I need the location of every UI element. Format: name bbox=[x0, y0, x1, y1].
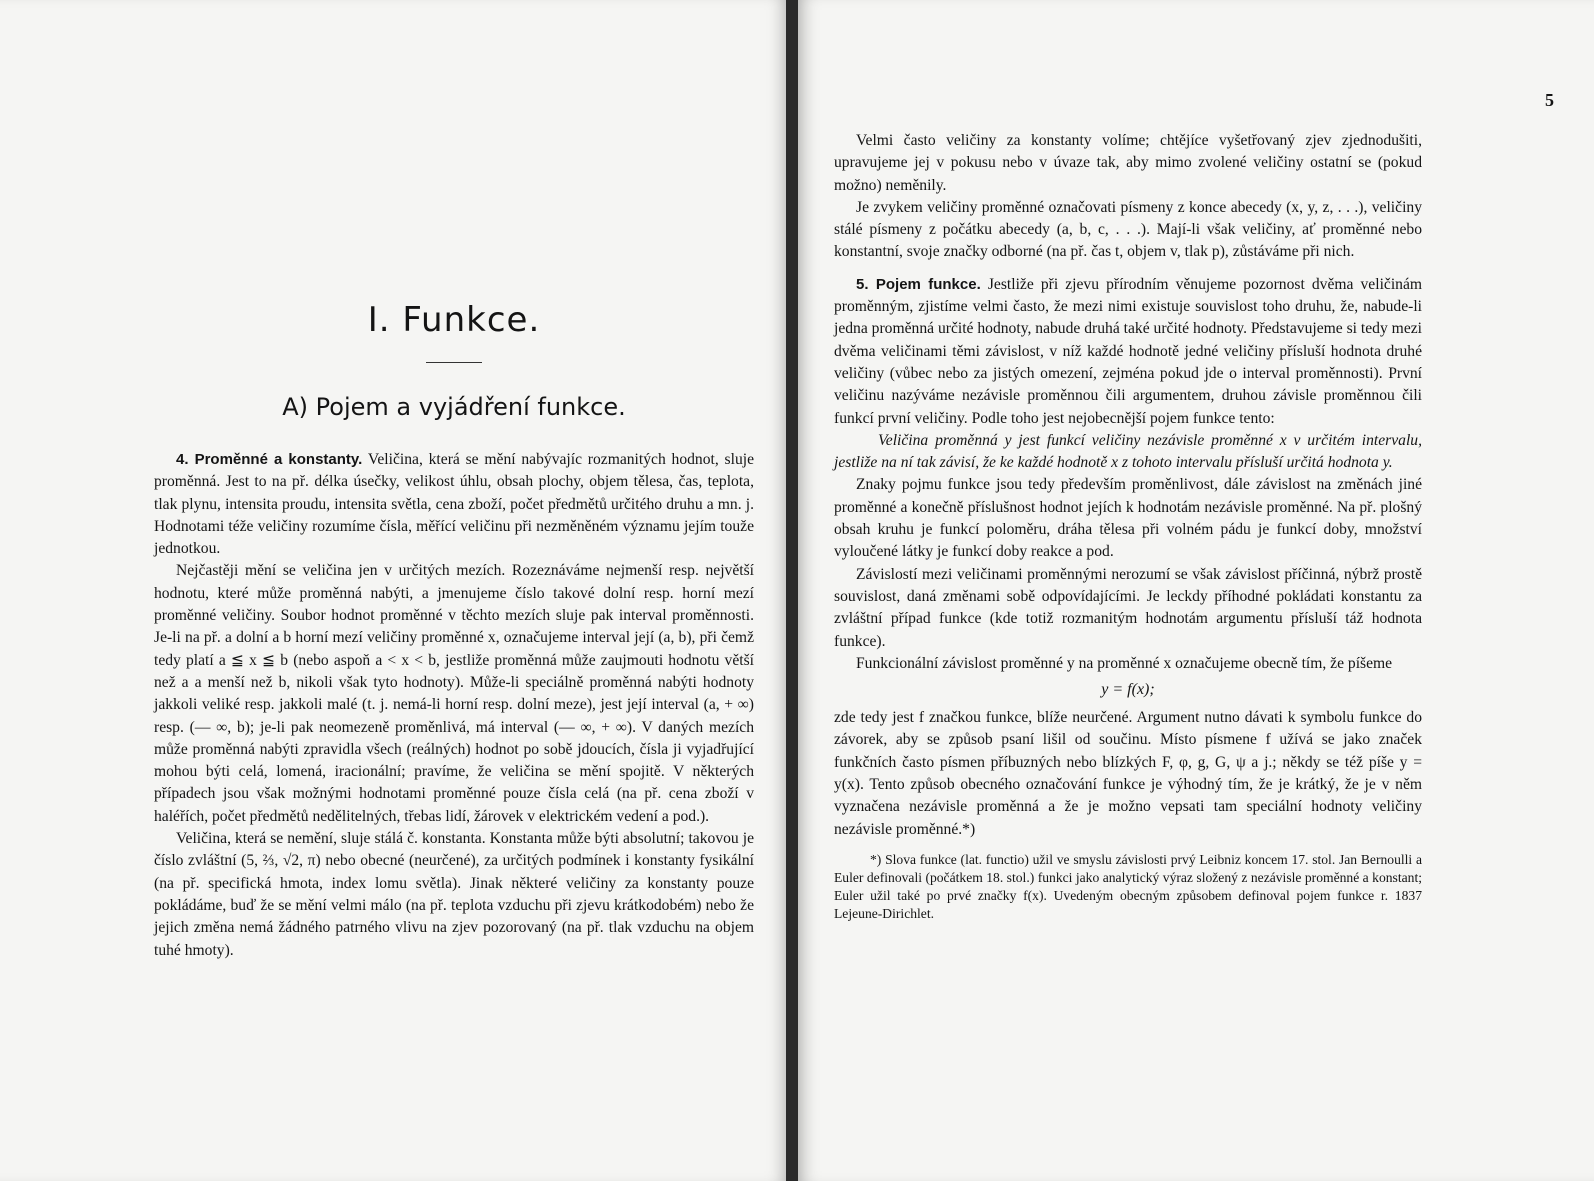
paragraph-interval: Nejčastěji mění se veličina jen v určitých mezích. Rozeznáváme nejmenší resp. největší hodnotu, které může proměnná nabýti, a jmenujeme číslo takové dolní resp. horní mezí proměnné veličiny. Soubor hodnot proměnné v těchto mezích sluje pak interval proměnnosti. Je-li na př. a dolní a b horní mezí veličiny proměnné x, označujeme interval její (a, b), při čemž tedy platí a ≦ x ≦ b (nebo aspoň a < x < b, jestliže proměnná může zaujmouti hodnotu větší než a a menší než b, nikoli však tyto hodnoty). Může-li speciálně proměnná nabýti hodnoty jakkoli veliké resp. jakkoli malé (t. j. nemá-li horní resp. dolní meze), jest její interval (a, + ∞) resp. (— ∞, b); je-li pak neomezeně proměnlivá, má interval (— ∞, + ∞). V daných mezích může proměnná nabýti zpravidla všech (reálných) hodnot po sobě jdoucích, čísla ji vyjadřující mohou býti celá, lomená, iracionální; pravíme, že veličina se mění spojitě. V některých případech jsou však možnými hodnotami proměnné pouze čísla celá (na př. cena zboží v haléřích, počet předmětů nedělitelných, třebas lidí, žárovek v elektrickém vedení a pod.). bbox=[154, 562, 754, 825]
function-formula: y = f(x); bbox=[1101, 681, 1155, 699]
paragraph-heading: 5. Pojem funkce. bbox=[856, 275, 981, 293]
paragraph-heading: 4. Proměnné a konstanty. bbox=[176, 451, 363, 468]
left-column bbox=[154, 300, 754, 962]
title-divider bbox=[426, 362, 482, 363]
paragraph-variables-and-constants bbox=[154, 449, 754, 560]
function-definition: Veličina proměnná y jest funkcí veličiny nezávisle proměnné x v určitém intervalu, jestliže na ní tak závisí, že ke každé hodnotě x z tohoto intervalu přísluší určitá hodnota y. bbox=[834, 431, 1422, 472]
paragraph-function-signs: Znaky pojmu funkce jsou tedy především proměnlivost, dále závislost na změnách jiné proměnné a konečně příslušnost hodnot jejích k hodnotám nezávisle proměnné. Na př. plošný obsah kruhu je funkcí poloměru, dráha tělesa při volném pádu je funkcí doby, množství vyloučené látky je funkcí doby reakce a pod. bbox=[834, 476, 1422, 561]
footnote: *) Slova funkce (lat. functio) užil ve smyslu závislosti prvý Leibniz koncem 17. stol. Jan Bernoulli a Euler definovali (počátkem 18. stol.) funkci jako analytický výraz složený z nezávisle proměnné a konstant; Euler užil také po prvé značky f(x). Uvedeným obecným způsobem definoval pojem funkce r. 1837 Lejeune-Dirichlet. bbox=[834, 851, 1422, 921]
left-page bbox=[0, 0, 788, 1181]
page-number: 5 bbox=[1545, 90, 1554, 110]
paragraph-constants-choice: Velmi často veličiny za konstanty volíme; chtějíce vyšetřovaný zjev zjednodušiti, upravujeme jej v pokusu nebo v úvaze tak, aby mimo zvolené veličiny ostatní se (pokud možno) neměnily. bbox=[834, 132, 1422, 194]
paragraph-dependence: Závislostí mezi veličinami proměnnými nerozumí se však závislost příčinná, nýbrž prostě souvislost, daná změnami sobě odpovídajícími. Je leckdy příhodné pokládati konstantu za zvláštní případ funkce (kde totiž rozmanitým hodnotám argumentu přísluší táž hodnota funkce). bbox=[834, 565, 1422, 650]
paragraph-notation-intro: Funkcionální závislost proměnné y na proměnné x označujeme obecně tím, že píšeme bbox=[856, 654, 1393, 672]
paragraph-text: Jestliže při zjevu přírodním věnujeme pozornost dvěma veličinám proměnným, zjistíme velmi často, že mezi nimi existuje souvislost toho druhu, že, nabude-li jedna proměnná určité hodnoty, nabude druhá také určité hodnoty. Představujeme si tedy mezi dvěma veličinami těmi závislost, v níž každé hodnotě jedné veličiny přísluší hodnota druhé veličiny (vůbec nebo za jistých omezení, zejména pokud jde o interval proměnnosti). První veličinu nazýváme nezávisle proměnnou čili argumentem, druhou závisle proměnnou čili funkcí první veličiny. Podle toho jest nejobecnější pojem funkce tento: bbox=[834, 275, 1422, 427]
paragraph-constant: Veličina, která se nemění, sluje stálá č. konstanta. Konstanta může býti absolutní; takovou je číslo zvláštní (5, ⅔, √2, π) nebo obecné (neurčené), za určitých podmínek i konstanty fysikální (na př. specifická hmota, index lomu světla). Jinak některé veličiny za konstanty pouze pokládáme, buď že se mění velmi málo (na př. teplota vzduchu při zjevu krátkodobém) nebo že jejich změna nemá žádného patrného vlivu na zjev pozorovaný (na př. tlak vzduchu na objem tuhé hmoty). bbox=[154, 830, 754, 959]
section-title: A) Pojem a vyjádření funkce. bbox=[282, 393, 626, 421]
paragraph-function-symbol: zde tedy jest f značkou funkce, blíže neurčené. Argument nutno dávati k symbolu funkce do závorek, aby se způsob psaní lišil od součinu. Místo písmene f užívá se jako značek funkčních často písmen příbuzných nebo blízkých F, φ, g, G, ψ a j.; někdy se též píše y = y(x). Tento způsob obecného označování funkce je výhodný tím, že je krátký, že je v něm vyznačena nezávisle proměnná a že je možno vepsati tam speciální hodnoty veličiny nezávisle proměnné.*) bbox=[834, 709, 1422, 838]
paragraph-text: Veličina, která se mění nabývajíc rozmanitých hodnot, sluje proměnná. Jest to na př. délka úsečky, velikost úhlu, obsah plochy, objem tělesa, čas, teplota, tlak plynu, intensita proudu, intensita světla, cena zboží, počet předmětů určitého druhu a mn. j. Hodnotami téže veličiny rozumíme čísla, měřící veličinu při nezměněném významu jejím touže jednotkou. bbox=[154, 451, 755, 558]
paragraph-function-concept bbox=[834, 274, 1422, 430]
right-page bbox=[798, 0, 1594, 1181]
paragraph-notation: Je zvykem veličiny proměnné označovati písmeny z konce abecedy (x, y, z, . . .), veličiny stálé písmeny z počátku abecedy (a, b, c, . . .). Mají-li však veličiny, ať proměnné nebo konstantní, svoje značky odborné (na př. čas t, objem v, tlak p), zůstáváme při nich. bbox=[834, 198, 1422, 261]
right-column bbox=[834, 130, 1422, 923]
chapter-title: I. Funkce. bbox=[367, 300, 541, 340]
